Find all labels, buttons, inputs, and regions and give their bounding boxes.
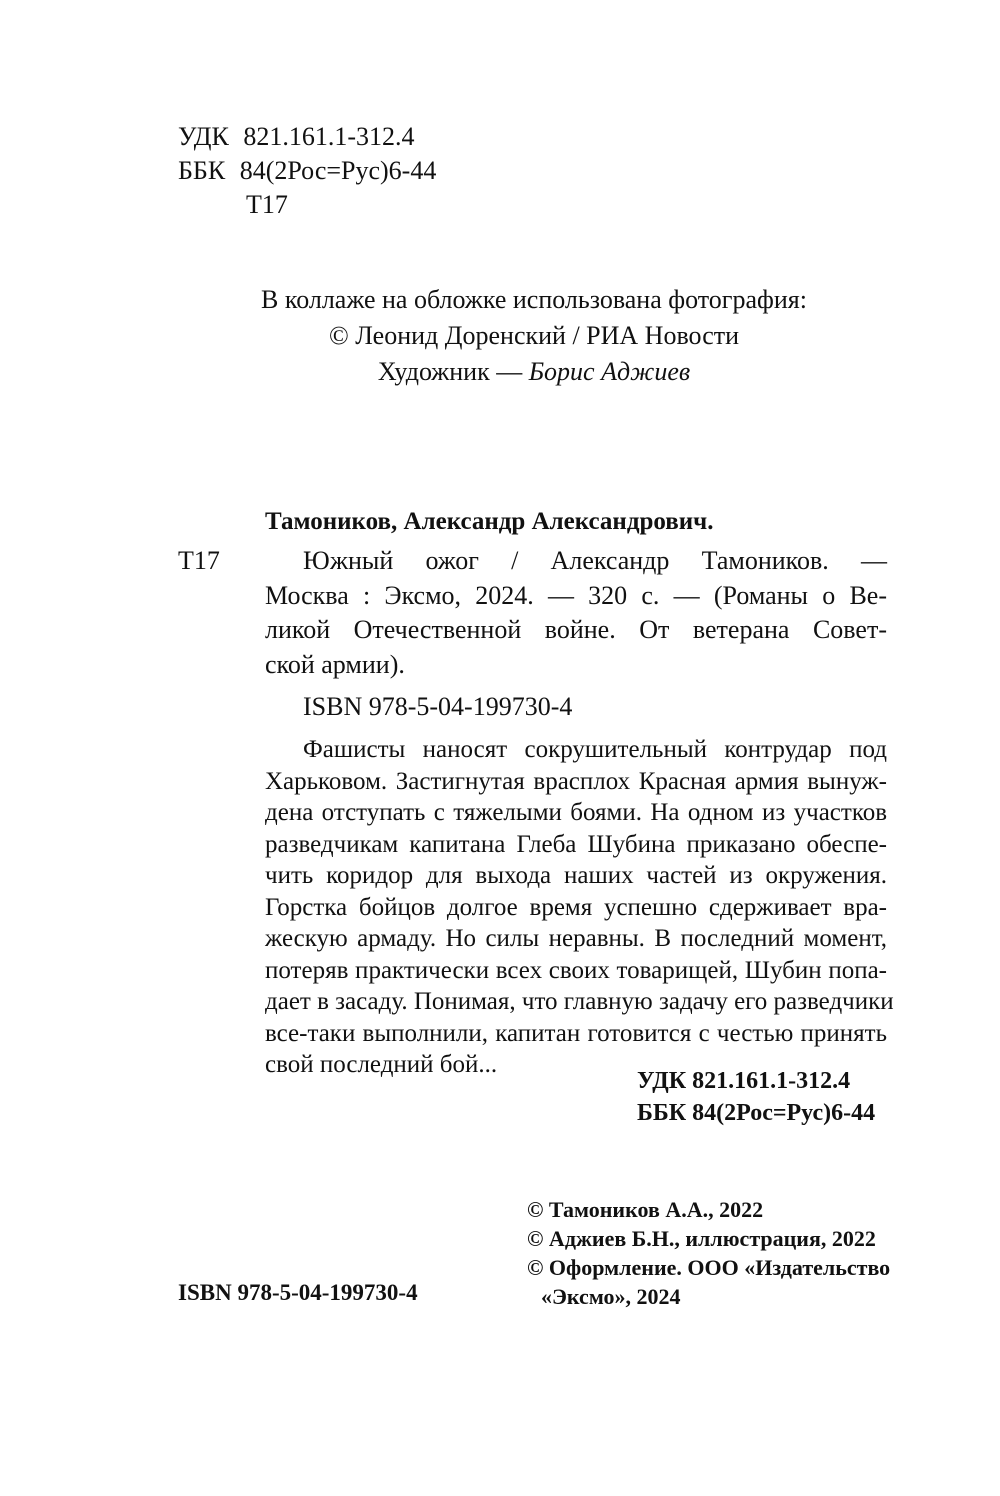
description-line: Южный ожог / Александр Тамоников. — <box>303 546 887 575</box>
annotation-line: Харьковом. Застигнутая врасплох Красная армия вынуж- <box>265 767 887 795</box>
artist-label: Художник — <box>377 357 529 386</box>
copyright-illustration: © Аджиев Б.Н., иллюстрация, 2022 <box>527 1226 876 1251</box>
annotation-line: Горстка бойцов долгое время успешно сдерживает вра- <box>265 893 887 921</box>
cover-photo-credit: В коллаже на обложке использована фотография: <box>261 285 807 314</box>
footer-bbk: ББК 84(2Рос=Рус)6-44 <box>637 1100 876 1126</box>
bbk-value: 84(2Рос=Рус)6-44 <box>239 156 437 185</box>
annotation-line: разведчикам капитана Глеба Шубина приказано обеспе- <box>265 830 887 858</box>
artist-credit <box>0 354 1000 390</box>
artist-name: Борис Аджиев <box>528 357 691 386</box>
author-mark-left: Т17 <box>178 546 220 575</box>
bbk-label: ББК <box>178 156 226 185</box>
copyright-design: © Оформление. ООО «Издательство <box>527 1255 891 1280</box>
udk-value: 821.161.1-312.4 <box>243 122 415 151</box>
annotation-line: дена отступать с тяжелыми боями. На одном из участков <box>265 799 887 826</box>
annotation-line: жескую армаду. Но силы неравны. В последний момент, <box>265 925 887 952</box>
description-line: ликой Отечественной войне. От ветерана Совет- <box>265 615 887 644</box>
author-heading: Тамоников, Александр Александрович. <box>265 508 714 535</box>
copyright-author: © Тамоников А.А., 2022 <box>527 1197 764 1222</box>
isbn-line: ISBN 978-5-04-199730-4 <box>303 692 573 721</box>
annotation-line: Фашисты наносят сокрушительный контрудар под <box>303 736 887 763</box>
photo-copyright: © Леонид Доренский / РИА Новости <box>328 321 740 350</box>
udk-label: УДК <box>178 122 229 151</box>
annotation-line: потеряв практически всех своих товарищей, Шубин попа- <box>265 956 887 984</box>
annotation-line: дает в засаду. Понимая, что главную задачу его разведчики <box>265 988 894 1015</box>
author-mark-top: Т17 <box>246 190 288 219</box>
bbk-line <box>178 154 436 188</box>
annotation-line: свой последний бой... <box>265 1051 498 1078</box>
description-line: Москва : Эксмо, 2024. — 320 с. — (Романы о Ве- <box>265 580 887 610</box>
bottom-isbn: ISBN 978-5-04-199730-4 <box>178 1280 418 1305</box>
copyright-publisher: «Эксмо», 2024 <box>541 1284 681 1309</box>
annotation-line: все-таки выполнили, капитан готовится с честью принять <box>265 1019 887 1047</box>
bibliographic-description <box>265 544 887 682</box>
udk-line <box>178 120 415 154</box>
annotation <box>265 734 894 1081</box>
annotation-line: чить коридор для выхода наших частей из окружения. <box>265 862 887 889</box>
description-line: ской армии). <box>265 649 405 679</box>
footer-udk: УДК 821.161.1-312.4 <box>637 1068 851 1094</box>
